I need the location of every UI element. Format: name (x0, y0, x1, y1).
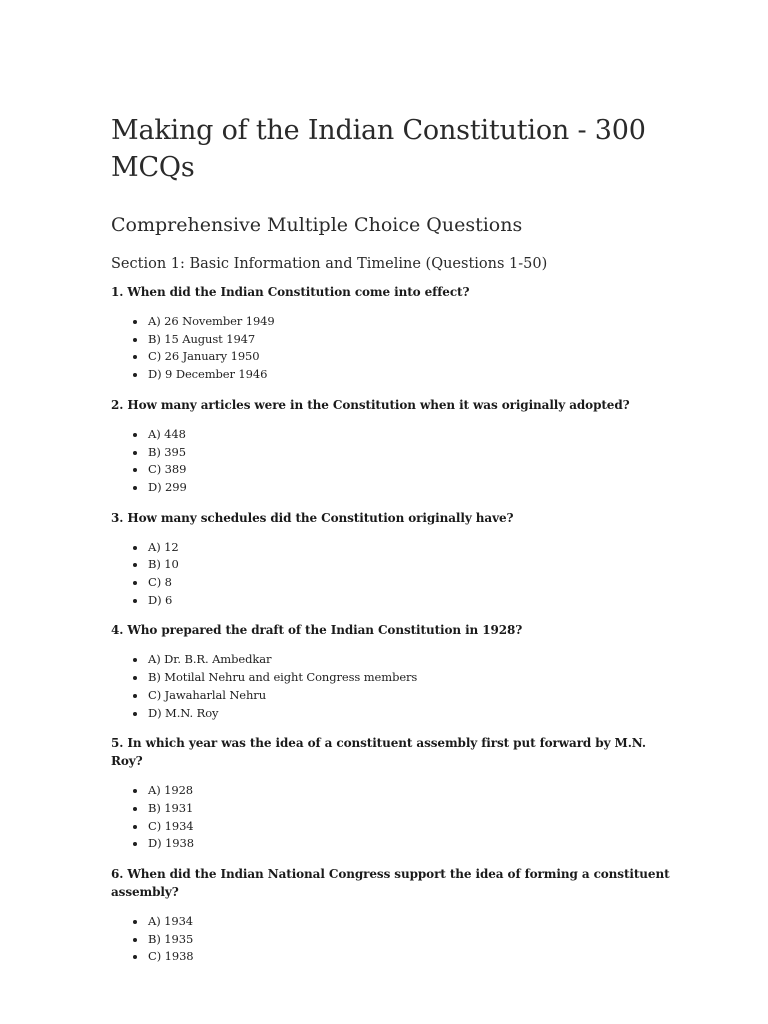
bullet-icon (133, 581, 137, 585)
question-text: 3. How many schedules did the Constitution originally have? (111, 510, 514, 525)
option-text: D) M.N. Roy (148, 705, 219, 720)
bullet-icon (133, 546, 137, 550)
option-item (148, 479, 672, 497)
option-item (148, 592, 672, 610)
section-heading: Section 1: Basic Information and Timeline (Questions 1-50) (111, 256, 548, 272)
bullet-icon (133, 468, 137, 472)
option-list (111, 539, 672, 610)
option-item (148, 461, 672, 479)
option-text: B) 395 (148, 444, 186, 459)
question-text: 4. Who prepared the draft of the Indian Constitution in 1928? (111, 623, 523, 638)
bullet-icon (133, 789, 137, 793)
option-list (111, 426, 672, 497)
option-text: C) Jawaharlal Nehru (148, 687, 267, 702)
bullet-icon (133, 599, 137, 603)
question-text: 6. When did the Indian National Congress support the idea of forming a constituent assembly? (111, 867, 670, 900)
option-text: A) Dr. B.R. Ambedkar (148, 652, 272, 667)
bullet-icon (133, 825, 137, 829)
bullet-icon (133, 658, 137, 662)
option-list (111, 651, 672, 722)
bullet-icon (133, 563, 137, 567)
option-text: A) 448 (148, 426, 186, 441)
option-item (148, 687, 672, 705)
bullet-icon (133, 920, 137, 924)
option-item (148, 948, 672, 966)
document-subtitle: Comprehensive Multiple Choice Questions (111, 214, 523, 236)
option-text: A) 1934 (148, 914, 194, 929)
option-item (148, 348, 672, 366)
option-item (148, 444, 672, 462)
option-text: B) 1935 (148, 931, 194, 946)
bullet-icon (133, 320, 137, 324)
option-text: B) 1931 (148, 800, 194, 815)
option-list (111, 913, 672, 966)
bullet-icon (133, 694, 137, 698)
question-block-4 (111, 621, 672, 722)
bullet-icon (133, 433, 137, 437)
option-text: A) 12 (148, 539, 179, 554)
bullet-icon (133, 842, 137, 846)
bullet-icon (133, 355, 137, 359)
option-text: D) 299 (148, 479, 187, 494)
bullet-icon (133, 938, 137, 942)
option-text: D) 9 December 1946 (148, 367, 268, 382)
bullet-icon (133, 338, 137, 342)
option-text: A) 1928 (148, 783, 194, 798)
option-text: D) 1938 (148, 836, 194, 851)
option-text: C) 26 January 1950 (148, 349, 260, 364)
question-text: 1. When did the Indian Constitution come into effect? (111, 285, 470, 299)
option-item (148, 331, 672, 349)
option-text: B) 15 August 1947 (148, 331, 256, 346)
option-text: D) 6 (148, 592, 173, 607)
option-text: C) 1938 (148, 949, 194, 964)
option-item (148, 669, 672, 687)
bullet-icon (133, 373, 137, 377)
bullet-icon (133, 807, 137, 811)
option-list (111, 313, 672, 384)
bullet-icon (133, 451, 137, 455)
option-item (148, 818, 672, 836)
option-item (148, 366, 672, 384)
option-text: B) Motilal Nehru and eight Congress members (148, 670, 418, 685)
bullet-icon (133, 676, 137, 680)
question-block-6 (111, 865, 672, 966)
option-item (148, 556, 672, 574)
document-title: Making of the Indian Constitution - 300 MCQs (111, 115, 646, 183)
question-block-2 (111, 396, 672, 497)
option-item (148, 651, 672, 669)
question-block-3 (111, 509, 672, 610)
question-text: 5. In which year was the idea of a constituent assembly first put forward by M.N. Roy? (111, 736, 646, 769)
option-item (148, 705, 672, 723)
option-text: C) 8 (148, 575, 172, 590)
bullet-icon (133, 955, 137, 959)
option-item (148, 313, 672, 331)
question-block-5 (111, 734, 672, 853)
option-item (148, 800, 672, 818)
option-item (148, 539, 672, 557)
option-item (148, 782, 672, 800)
option-item (148, 835, 672, 853)
option-text: B) 10 (148, 557, 179, 572)
option-list (111, 782, 672, 853)
option-item (148, 574, 672, 592)
option-text: C) 389 (148, 462, 187, 477)
option-item (148, 426, 672, 444)
option-text: A) 26 November 1949 (148, 314, 275, 328)
question-block-1 (111, 283, 672, 384)
option-item (148, 913, 672, 931)
question-text: 2. How many articles were in the Constitution when it was originally adopted? (111, 397, 630, 412)
option-text: C) 1934 (148, 818, 194, 833)
bullet-icon (133, 486, 137, 490)
option-item (148, 931, 672, 949)
bullet-icon (133, 712, 137, 716)
